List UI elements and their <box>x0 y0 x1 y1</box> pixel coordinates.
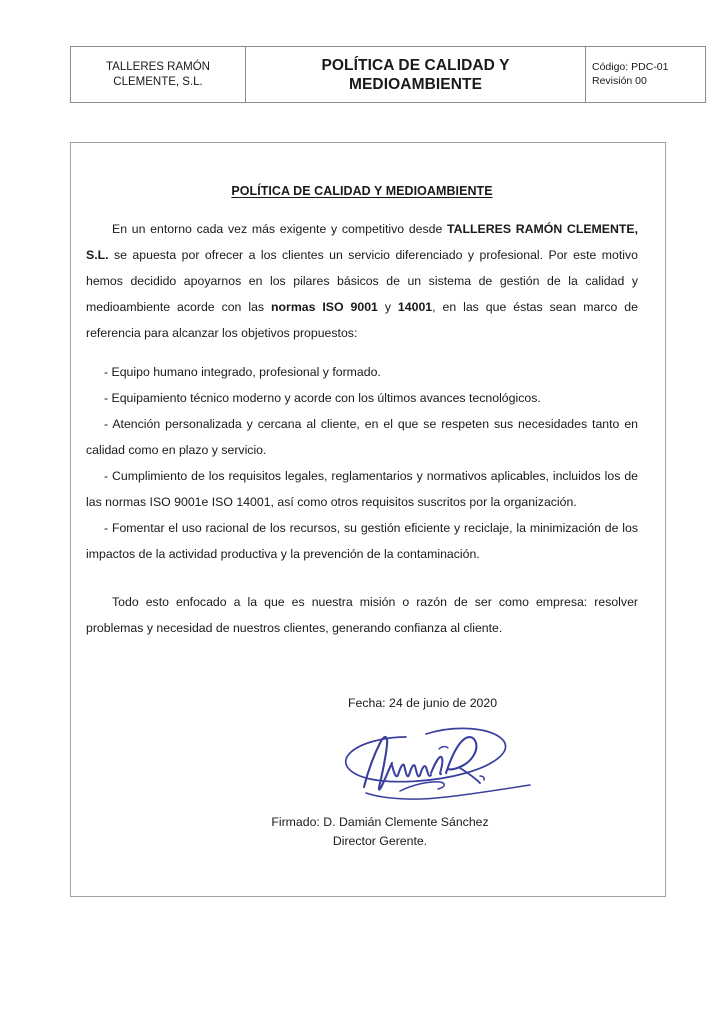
list-item: - Equipamiento técnico moderno y acorde con los últimos avances tecnológicos. <box>104 391 541 405</box>
spacer <box>86 567 638 589</box>
document-body-content <box>86 142 638 897</box>
document-header-table <box>70 46 706 103</box>
intro-bold-iso9001: normas ISO 9001 <box>271 300 378 314</box>
intro-bold-company: TALLERES RAMÓN CLEMENTE, S.L. <box>86 222 638 262</box>
intro-part2: se apuesta por ofrecer a los clientes un servicio diferenciado y profesional. Por este motivo hemos decidido apoyarnos en los pilares básicos de un sistema de gestión de la calidad y medioambiente acorde con las <box>86 248 638 314</box>
intro-part3: y <box>377 300 398 314</box>
intro-bold-14001: 14001 <box>397 300 433 314</box>
spacer <box>86 346 638 359</box>
list-item: - Cumplimiento de los requisitos legales, reglamentarios y normativos aplicables, incluidos los de las normas ISO 9001e ISO 14001, así como otros requisitos suscritos por la organización. <box>86 469 638 509</box>
list-item: - Fomentar el uso racional de los recursos, su gestión eficiente y reciclaje, la minimización de los impactos de la actividad productiva y la prevención de la contaminación. <box>86 521 638 561</box>
closing-paragraph: Todo esto enfocado a la que es nuestra misión o razón de ser como empresa: resolver problemas y necesidad de nuestros clientes, generando confianza al cliente. <box>86 595 638 635</box>
date-label: Fecha: 24 de junio de 2020 <box>348 696 498 710</box>
signed-by-name: Firmado: D. Damián Clemente Sánchez <box>271 815 489 829</box>
signature-icon <box>334 721 549 803</box>
list-item: - Equipo humano integrado, profesional y formado. <box>104 365 381 379</box>
header-revision: Revisión 00 <box>592 74 647 87</box>
signed-by-role: Director Gerente. <box>332 834 428 848</box>
intro-part4: , en las que éstas sean marco de referencia para alcanzar los objetivos propuestos: <box>86 300 638 340</box>
list-item: - Atención personalizada y cercana al cliente, en el que se respeten sus necesidades tanto en calidad como en plazo y servicio. <box>86 417 638 457</box>
intro-part1: En un entorno cada vez más exigente y competitivo desde <box>112 222 448 236</box>
header-company-line2: CLEMENTE, S.L. <box>113 75 203 88</box>
header-title-cell <box>246 47 586 103</box>
intro-paragraph <box>86 216 638 346</box>
signed-by-block <box>86 813 638 851</box>
header-code-cell <box>586 47 706 103</box>
signature-block <box>86 693 638 851</box>
page-title: POLÍTICA DE CALIDAD Y MEDIOAMBIENTE <box>231 184 493 198</box>
header-code: Código: PDC-01 <box>592 61 669 73</box>
header-title-line1: POLÍTICA DE CALIDAD Y <box>321 56 510 74</box>
header-title-line2: MEDIOAMBIENTE <box>348 75 483 93</box>
header-company-line1: TALLERES RAMÓN <box>106 61 210 73</box>
handwritten-signature <box>86 721 638 813</box>
header-company-cell <box>71 47 246 103</box>
